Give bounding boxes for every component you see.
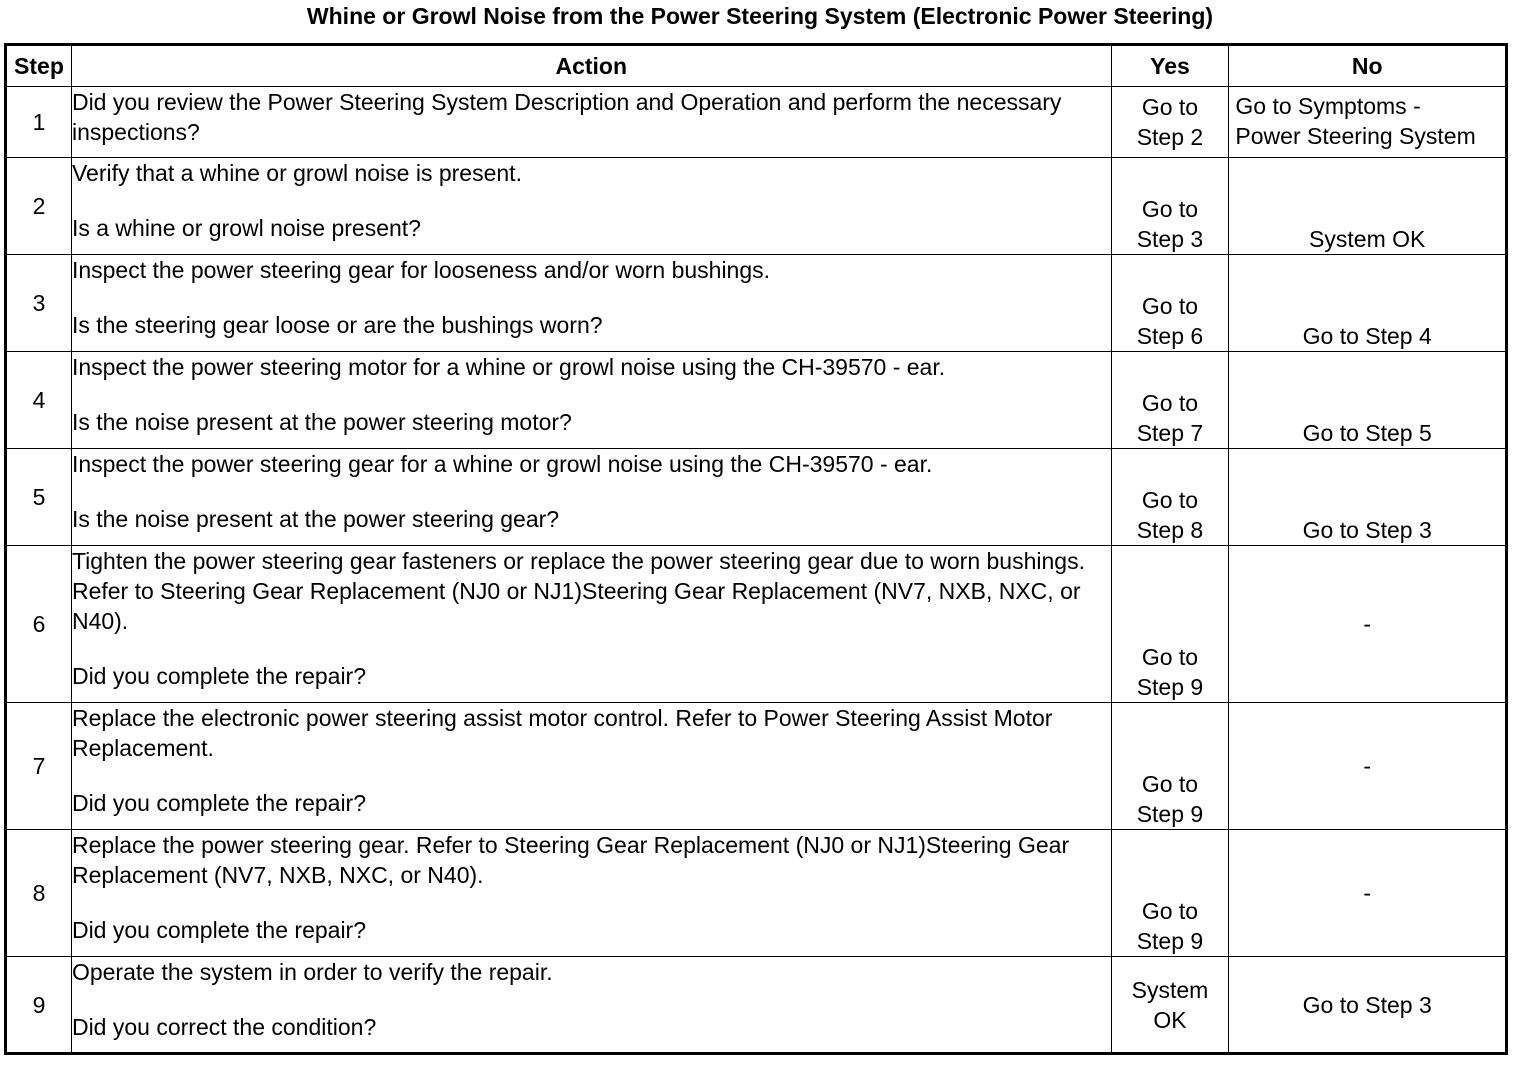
- yes-text: Go to: [1141, 771, 1199, 797]
- step-number: 2: [6, 158, 72, 255]
- question-text: Did you complete the repair?: [71, 663, 367, 689]
- action-text: Verify that a whine or growl noise is present.: [71, 160, 522, 186]
- no-cell: [1229, 703, 1507, 830]
- action-text: Inspect the power steering motor for a whine or growl noise using the CH-39570 - ear.: [71, 354, 946, 380]
- no-cell: [1229, 87, 1507, 158]
- question-text: Is the noise present at the power steering gear?: [71, 506, 560, 532]
- step-number: 8: [6, 830, 72, 957]
- yes-text: System: [1131, 976, 1209, 1003]
- no-cell: [1229, 830, 1507, 957]
- table-row: [6, 255, 1507, 352]
- step-number: 5: [6, 449, 72, 546]
- yes-cell: [1111, 158, 1229, 255]
- step-number: 9: [6, 957, 72, 1054]
- no-text: Go to Step 4: [1302, 323, 1432, 349]
- action-cell: [71, 352, 1111, 449]
- yes-text: Step 6: [1136, 323, 1204, 349]
- no-text: Go to Symptoms -: [1235, 93, 1421, 119]
- header-yes: Yes: [1111, 45, 1229, 87]
- table-row: [6, 449, 1507, 546]
- action-text: Tighten the power steering gear fasteners or replace the power steering gear due to worn bushings. Refer to Steering Gear Replacement (NJ0 or NJ1)Steering Gear Replacement (NV7, NXB, NXC, or N40).: [71, 548, 1085, 634]
- step-number: 6: [6, 546, 72, 703]
- yes-text: Step 7: [1136, 420, 1204, 446]
- question-text: Did you correct the condition?: [71, 1014, 377, 1040]
- table-row: [6, 158, 1507, 255]
- action-text: Operate the system in order to verify the repair.: [71, 959, 553, 985]
- yes-cell: [1111, 830, 1229, 957]
- step-number: 3: [6, 255, 72, 352]
- yes-cell: [1111, 449, 1229, 546]
- yes-text: Go to: [1141, 94, 1199, 120]
- table-row: [6, 830, 1507, 957]
- action-cell: [71, 703, 1111, 830]
- table-row: [6, 957, 1507, 1054]
- no-text: -: [1363, 880, 1372, 906]
- no-text: Go to Step 5: [1302, 420, 1432, 446]
- no-text: -: [1363, 611, 1372, 637]
- yes-cell: [1111, 255, 1229, 352]
- yes-cell: [1111, 957, 1229, 1054]
- action-text: Replace the power steering gear. Refer to Steering Gear Replacement (NJ0 or NJ1)Steering Gear Replacement (NV7, NXB, NXC, or N40).: [71, 832, 1070, 888]
- action-cell: [71, 255, 1111, 352]
- step-number: 4: [6, 352, 72, 449]
- no-text: Power Steering System: [1235, 123, 1476, 149]
- header-step: Step: [6, 45, 72, 87]
- no-cell: [1229, 546, 1507, 703]
- step-number: 1: [6, 87, 72, 158]
- yes-text: Step 9: [1136, 674, 1204, 700]
- yes-text: Step 3: [1136, 226, 1204, 252]
- yes-text: Step 2: [1136, 124, 1204, 150]
- yes-text: Step 9: [1136, 928, 1204, 954]
- action-cell: [71, 957, 1111, 1054]
- question-text: Is the steering gear loose or are the bushings worn?: [71, 312, 603, 338]
- action-text: Replace the electronic power steering assist motor control. Refer to Power Steering Assist Motor Replacement.: [71, 705, 1053, 761]
- no-cell: [1229, 449, 1507, 546]
- no-cell: [1229, 158, 1507, 255]
- table-row: [6, 87, 1507, 158]
- yes-text: Go to: [1141, 390, 1199, 416]
- yes-text: Step 9: [1136, 801, 1204, 827]
- yes-text: OK: [1153, 1006, 1187, 1033]
- action-text: Inspect the power steering gear for a whine or growl noise using the CH-39570 - ear.: [71, 451, 933, 477]
- table-row: [6, 703, 1507, 830]
- yes-text: Go to: [1141, 293, 1199, 319]
- action-text: Inspect the power steering gear for looseness and/or worn bushings.: [71, 257, 771, 283]
- action-cell: [71, 449, 1111, 546]
- step-number: 7: [6, 703, 72, 830]
- no-text: System OK: [1309, 226, 1426, 252]
- no-cell: [1229, 352, 1507, 449]
- yes-cell: [1111, 703, 1229, 830]
- yes-cell: [1111, 352, 1229, 449]
- header-no: No: [1229, 45, 1507, 87]
- yes-text: Go to: [1141, 196, 1199, 222]
- no-text: Go to Step 3: [1302, 517, 1432, 543]
- no-cell: [1229, 255, 1507, 352]
- header-action: Action: [71, 45, 1111, 87]
- yes-text: Go to: [1141, 898, 1199, 924]
- action-text: Did you review the Power Steering System Description and Operation and perform the necessary inspections?: [71, 89, 1062, 145]
- table-row: [6, 546, 1507, 703]
- question-text: Did you complete the repair?: [71, 790, 367, 816]
- diagnostic-table: [4, 43, 1508, 1055]
- no-text: -: [1363, 753, 1372, 779]
- action-cell: [71, 87, 1111, 158]
- yes-text: Go to: [1141, 644, 1199, 670]
- action-cell: [71, 830, 1111, 957]
- yes-cell: [1111, 87, 1229, 158]
- table-row: [6, 352, 1507, 449]
- question-text: Is a whine or growl noise present?: [71, 215, 421, 241]
- action-cell: [71, 546, 1111, 703]
- no-text: Go to Step 3: [1302, 991, 1432, 1018]
- yes-text: Go to: [1141, 487, 1199, 513]
- action-cell: [71, 158, 1111, 255]
- yes-cell: [1111, 546, 1229, 703]
- document-title: Whine or Growl Noise from the Power Steering System (Electronic Power Steering): [306, 3, 1214, 29]
- yes-text: Step 8: [1136, 517, 1204, 543]
- header-row: [6, 45, 1507, 87]
- question-text: Is the noise present at the power steering motor?: [71, 409, 572, 435]
- no-cell: [1229, 957, 1507, 1054]
- question-text: Did you complete the repair?: [71, 917, 367, 943]
